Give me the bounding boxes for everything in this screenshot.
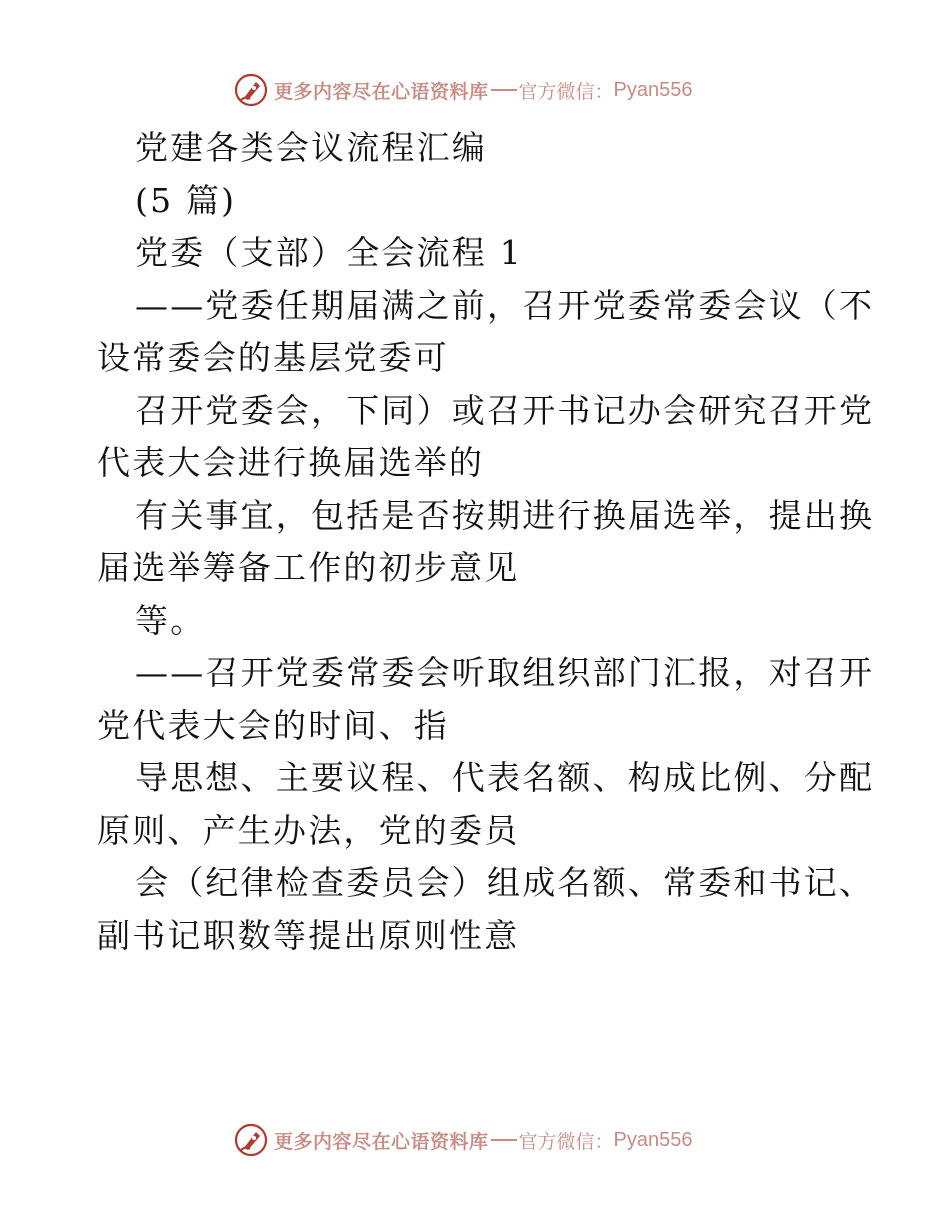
text-line: 有关事宜，包括是否按期进行换届选举，提出换 — [135, 495, 875, 535]
banner-text: 更多内容尽在心语资料库 — [274, 1130, 489, 1153]
banner-wechat-id: Pyan556 — [613, 78, 693, 101]
text-line: 会（纪律检查委员会）组成名额、常委和书记、 — [135, 863, 875, 902]
banner-wechat-label: 官方微信： — [518, 80, 614, 103]
pen-nib-logo-icon — [234, 1123, 268, 1157]
text-line: 导思想、主要议程、代表名额、构成比例、分配 — [135, 758, 875, 797]
text-line: 副书记职数等提出原则性意 — [97, 915, 520, 955]
footer-watermark-banner — [234, 1122, 693, 1158]
text-line: 党代表大会的时间、指 — [97, 705, 449, 745]
document-title: 党建各类会议流程汇编 — [135, 128, 487, 167]
header-watermark-banner — [234, 72, 693, 108]
text-line: ——召开党委常委会听取组织部门汇报，对召开 — [135, 653, 875, 692]
banner-wechat-id: Pyan556 — [613, 1128, 693, 1151]
banner-dash — [491, 89, 517, 91]
text-line: 原则、产生办法，党的委员 — [97, 810, 520, 850]
text-line: 设常委会的基层党委可 — [97, 338, 449, 377]
section-heading: 党委（支部）全会流程 1 — [135, 233, 523, 272]
document-body — [97, 122, 875, 962]
banner-text: 更多内容尽在心语资料库 — [274, 80, 489, 103]
text-line: 召开党委会，下同）或召开书记办会研究召开党 — [135, 390, 875, 430]
text-line: 代表大会进行换届选举的 — [97, 443, 485, 482]
document-subtitle: (5 篇) — [135, 180, 237, 220]
pen-nib-logo-icon — [234, 73, 268, 107]
text-line: ——党委任期届满之前，召开党委常委会议（不 — [135, 285, 875, 325]
banner-dash — [491, 1139, 517, 1141]
banner-wechat-label: 官方微信： — [518, 1130, 614, 1153]
text-line: 等。 — [135, 600, 206, 640]
text-line: 届选举筹备工作的初步意见 — [97, 548, 520, 587]
